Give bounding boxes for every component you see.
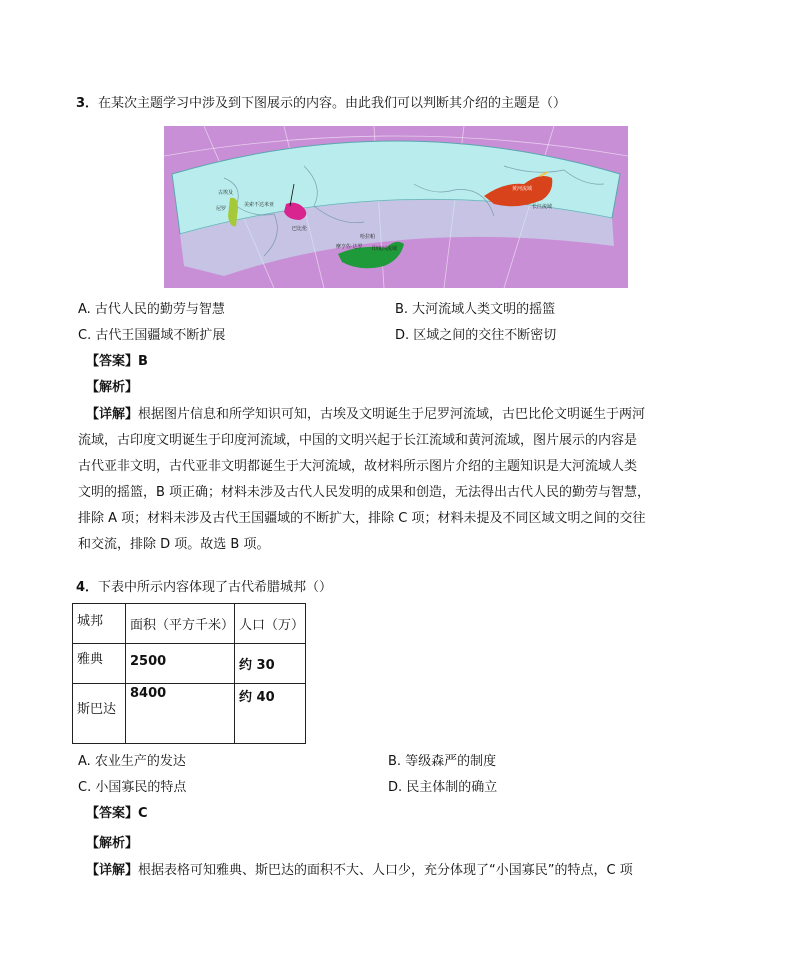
q4-option-b: B. 等级森严的制度 [388, 754, 497, 769]
q4-option-d: D. 民主体制的确立 [388, 780, 498, 795]
q4-answer-label: 【答案】 [86, 806, 139, 821]
map-label-nile: 尼罗 [216, 206, 227, 212]
q4-answer [86, 804, 148, 824]
table-cell: 约 30 [235, 644, 306, 684]
map-label-babylon: 巴比伦 [292, 226, 308, 232]
table-header-row [73, 604, 306, 644]
table-header-cell: 人口（万） [235, 604, 306, 644]
q3-number: 3． [76, 96, 99, 111]
q3-answer-value: B [138, 354, 148, 369]
q3-option-b: B. 大河流域人类文明的摇篮 [395, 302, 556, 317]
table-row [73, 644, 306, 684]
q3-analysis-label: 【解析】 [86, 380, 139, 395]
q3-detail-line-0: 【详解】根据图片信息和所学知识可知，古埃及文明诞生于尼罗河流域，古巴比伦文明诞生于两河 [86, 407, 646, 422]
q3-detail [78, 402, 718, 558]
q3-option-a: A. 古代人民的勤劳与智慧 [78, 302, 225, 317]
city-state-table [72, 603, 306, 744]
map-label-egypt: 古埃及 [218, 190, 234, 196]
q3-detail-line-4: 排除 A 项；材料未涉及古代王国疆域的不断扩大，排除 C 项；材料未提及不同区域文明之间的交往 [78, 511, 646, 526]
q4-detail-line-0: 【详解】根据表格可知雅典、斯巴达的面积不大、人口少，充分体现了“小国寡民”的特点，C 项 [86, 863, 633, 878]
table-row [73, 684, 306, 744]
q4-detail-label: 【详解】 [86, 863, 139, 878]
map-label-indus: 印度河流域 [372, 246, 398, 252]
q4-stem-line [76, 578, 332, 598]
table-header-cell: 城邦 [73, 604, 126, 644]
q3-option-d: D. 区域之间的交往不断密切 [395, 328, 557, 343]
map-label-mesopotamia: 美索不达米亚 [244, 202, 275, 208]
q3-stem: 在某次主题学习中涉及到下图展示的内容。由此我们可以判断其介绍的主题是（） [98, 96, 567, 111]
q3-detail-line-2: 古代亚非文明，古代亚非文明都诞生于大河流域，故材料所示图片介绍的主题知识是大河流域人类 [78, 459, 638, 474]
q3-detail-line-5: 和交流，排除 D 项。故选 B 项。 [78, 537, 270, 552]
q3-detail-line-1: 流域，古印度文明诞生于印度河流域，中国的文明兴起于长江流域和黄河流域，图片展示的内容是 [78, 433, 638, 448]
q4-option-c: C. 小国寡民的特点 [78, 780, 187, 795]
q3-detail-line-3: 文明的摇篮，B 项正确；材料未涉及古代人民发明的成果和创造，无法得出古代人民的勤劳与智慧， [78, 485, 651, 500]
map-label-yangtze: 长江流域 [532, 204, 553, 210]
ancient-civilizations-map [164, 126, 628, 288]
q3-detail-label: 【详解】 [86, 407, 139, 422]
q4-analysis-label: 【解析】 [86, 836, 139, 851]
q4-stem: 下表中所示内容体现了古代希腊城邦（） [98, 580, 333, 595]
table-cell: 雅典 [73, 644, 126, 684]
q4-answer-value: C [138, 806, 148, 821]
table-cell: 8400 [126, 684, 235, 744]
q3-answer [86, 352, 148, 372]
q4-number: 4． [76, 580, 99, 595]
table-cell: 约 40 [235, 684, 306, 744]
q3-stem-line [76, 94, 566, 114]
table-cell: 斯巴达 [73, 684, 126, 744]
map-label-yellow-river: 黄河流域 [512, 186, 533, 192]
q3-option-c: C. 古代王国疆域不断扩展 [78, 328, 226, 343]
q4-option-a: A. 农业生产的发达 [78, 754, 186, 769]
q3-answer-label: 【答案】 [86, 354, 139, 369]
table-cell: 2500 [126, 644, 235, 684]
table-header-cell: 面积（平方千米） [126, 604, 235, 644]
map-label-mohenjo: 摩亨佐·达罗 [336, 244, 363, 250]
map-label-harappa: 哈拉帕 [360, 234, 376, 240]
